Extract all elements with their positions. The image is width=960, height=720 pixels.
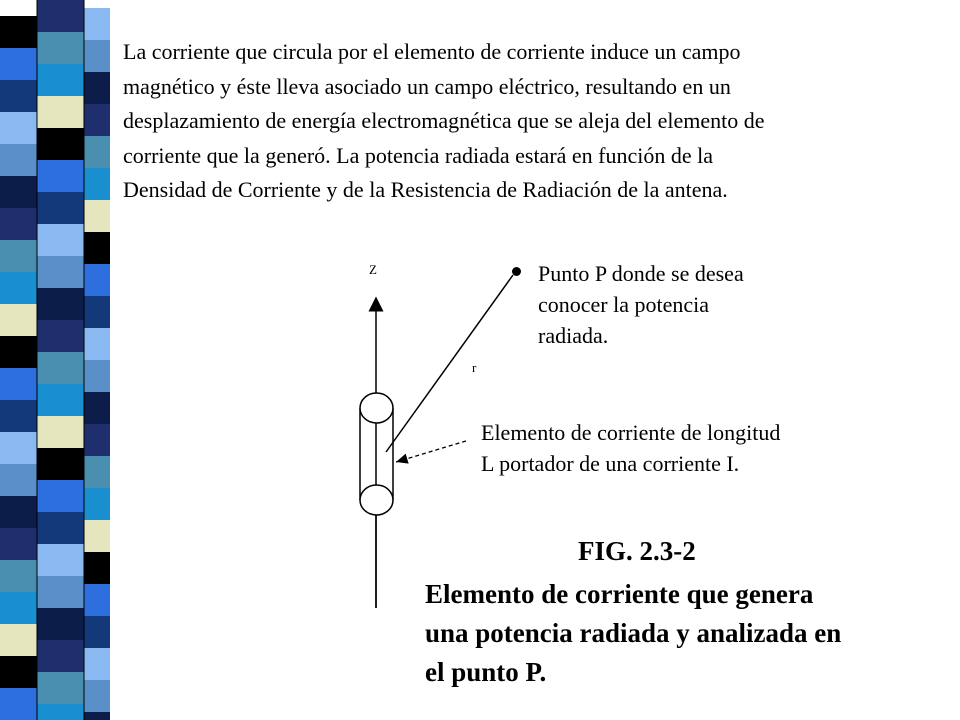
figure-caption (425, 575, 945, 692)
figure-caption-line: una potencia radiada y analizada en (425, 618, 842, 648)
point-p-dot (512, 267, 521, 276)
dashed-pointer-arrow (396, 441, 466, 462)
paragraph-line: La corriente que circula por el elemento de corriente induce un campo (123, 39, 741, 64)
figure-number: FIG. 2.3-2 (578, 536, 696, 566)
point-p-label-line: conocer la potencia (538, 292, 710, 317)
paragraph-line: Densidad de Corriente y de la Resistencia de Radiación de la antena. (123, 177, 728, 202)
figure-caption-line: el punto P. (425, 657, 547, 687)
point-p-label-line: radiada. (538, 323, 609, 348)
point-p-label-line: Punto P donde se desea (538, 261, 744, 286)
r-vector-label: r (472, 360, 477, 375)
point-p-label (538, 258, 808, 351)
paragraph-line: desplazamiento de energía electromagnética que se aleja del elemento de (123, 108, 765, 133)
current-element-label (481, 417, 881, 479)
current-element-label-line: Elemento de corriente de longitud (481, 420, 781, 445)
z-axis-label: Z (369, 262, 377, 277)
paragraph-line: magnético y éste lleva asociado un campo eléctrico, resultando en un (123, 73, 731, 99)
figure-caption-line: Elemento de corriente que genera (425, 579, 814, 609)
current-element-label-line: L portador de una corriente I. (481, 451, 740, 476)
paragraph-line: corriente que la generó. La potencia radiada estará en función de la (123, 142, 714, 168)
